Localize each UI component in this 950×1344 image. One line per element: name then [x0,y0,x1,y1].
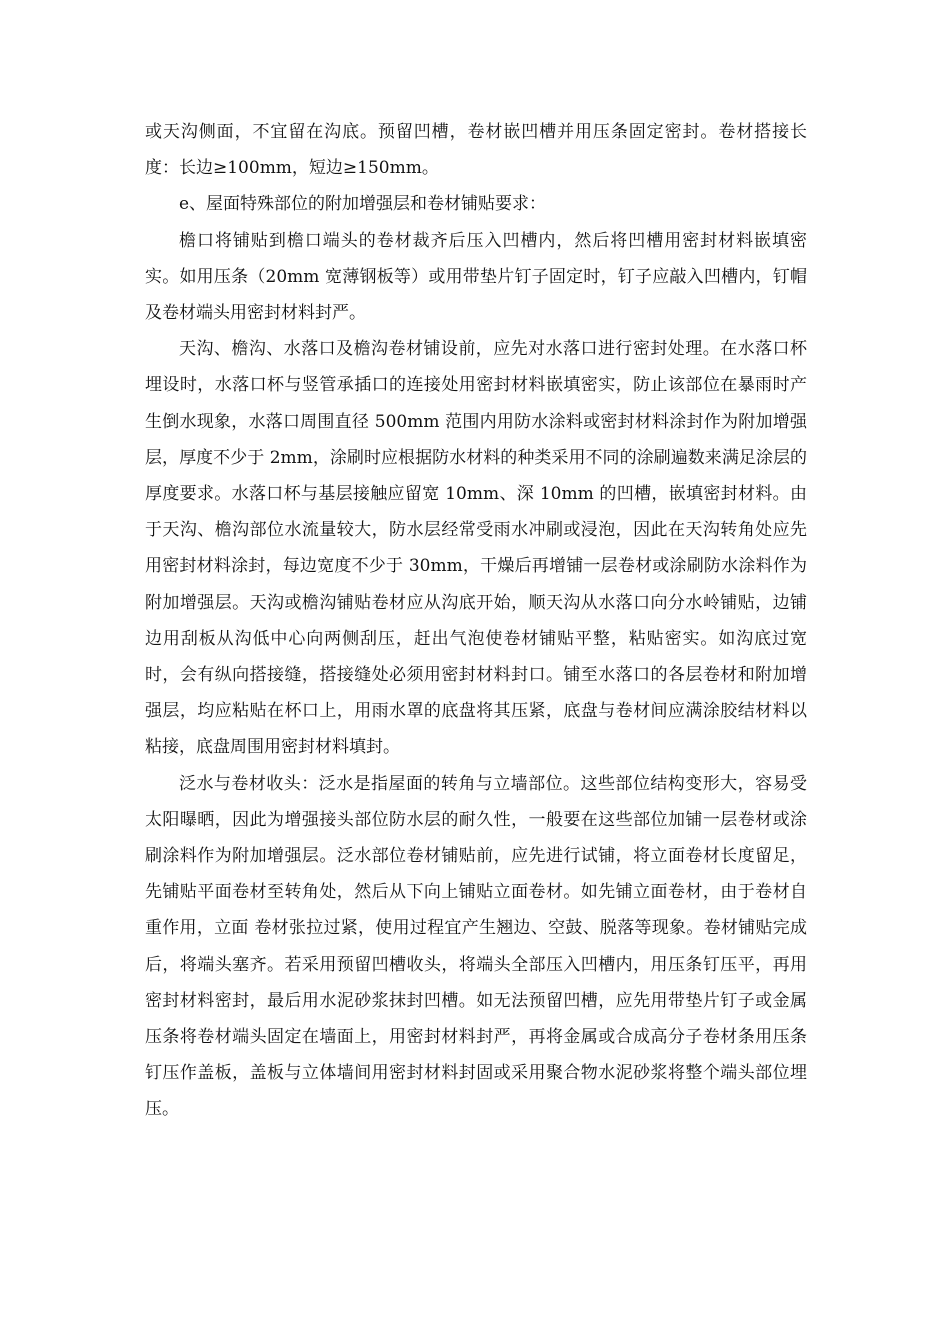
document-body [145,114,807,1128]
paragraph-section-e-heading: e、屋面特殊部位的附加增强层和卷材铺贴要求： [179,194,547,215]
paragraph-gutter-drain-treatment: 天沟、檐沟、水落口及檐沟卷材铺设前，应先对水落口进行密封处理。在水落口杯埋设时，水落口杯与竖管承插口的连接处用密封材料嵌填密实，防止该部位在暴雨时产生倒水现象，水落口周围直径 500mm 范围内用防水涂料或密封材料涂封作为附加增强层，厚度不少于 2mm，涂刷时应根据防水材料的种类采用不同的涂刷遍数来满足涂层的厚度要求。水落口杯与基层接触应留宽 10mm、深 10mm 的凹槽，嵌填密封材料。由于天沟、檐沟部位水流量较大，防水层经常受雨水冲刷或浸泡，因此在天沟转角处应先用密封材料涂封，每边宽度不少于 30mm，干燥后再增铺一层卷材或涂刷防水涂料作为附加增强层。天沟或檐沟铺贴卷材应从沟底开始，顺天沟从水落口向分水岭铺贴，边铺边用刮板从沟低中心向两侧刮压，赶出气泡使卷材铺贴平整，粘贴密实。如沟底过宽时，会有纵向搭接缝，搭接缝处必须用密封材料封口。铺至水落口的各层卷材和附加增强层，均应粘贴在杯口上，用雨水罩的底盘将其压紧，底盘与卷材间应满涂胶结材料以粘接，底盘周围用密封材料填封。 [145,339,807,758]
paragraph-gutter-seam-length: 或天沟侧面，不宜留在沟底。预留凹槽，卷材嵌凹槽并用压条固定密封。卷材搭接长度：长边≥100mm，短边≥150mm。 [145,122,807,179]
paragraph-eave-treatment: 檐口将铺贴到檐口端头的卷材裁齐后压入凹槽内，然后将凹槽用密封材料嵌填密实。如用压条（20mm 宽薄钢板等）或用带垫片钉子固定时，钉子应敲入凹槽内，钉帽及卷材端头用密封材料封严。 [145,230,807,324]
paragraph-flashing-termination: 泛水与卷材收头：泛水是指屋面的转角与立墙部位。这些部位结构变形大，容易受太阳曝晒，因此为增强接头部位防水层的耐久性，一般要在这些部位加铺一层卷材或涂刷涂料作为附加增强层。泛水部位卷材铺贴前，应先进行试铺，将立面卷材长度留足，先铺贴平面卷材至转角处，然后从下向上铺贴立面卷材。如先铺立面卷材，由于卷材自重作用，立面 卷材张拉过紧，使用过程宜产生翘边、空鼓、脱落等现象。卷材铺贴完成后，将端头塞齐。若采用预留凹槽收头，将端头全部压入凹槽内，用压条钉压平，再用密封材料密封，最后用水泥砂浆抹封凹槽。如无法预留凹槽，应先用带垫片钉子或金属压条将卷材端头固定在墙面上，用密封材料封严，再将金属或合成高分子卷材条用压条钉压作盖板，盖板与立体墙间用密封材料封固或采用聚合物水泥砂浆将整个端头部位埋压。 [145,773,807,1120]
